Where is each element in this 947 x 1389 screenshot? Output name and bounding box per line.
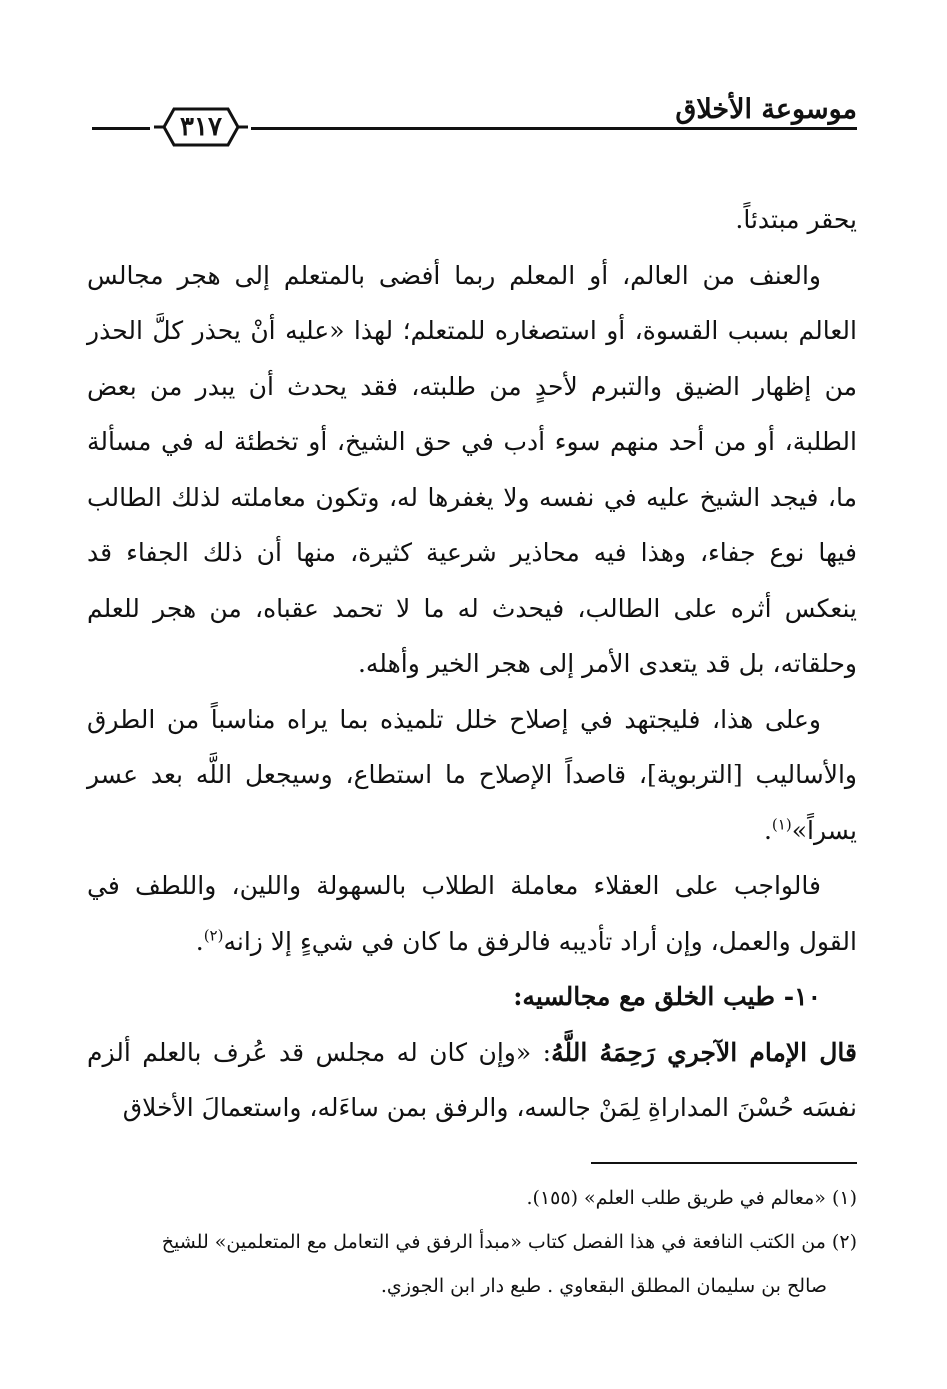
page-number: ٣١٧ [180, 112, 222, 142]
paragraph-5 [87, 1025, 857, 1136]
paragraph-3 [87, 692, 857, 859]
footnote-1: (١) «معالم في طريق طلب العلم» (١٥٥). [526, 1187, 857, 1209]
paragraph-5-lead: قال الإمام الآجري رَحِمَهُ اللَّهُ [551, 1037, 857, 1067]
paragraph-4-text: فالواجب على العقلاء معاملة الطلاب بالسهولة واللين، واللطف في القول والعمل، وإن أراد تأديبه فالرفق ما كان في شيءٍ إلا زانه [87, 871, 857, 956]
paragraph-2: والعنف من العالم، أو المعلم ربما أفضى بالمتعلم إلى هجر مجالس العالم بسبب القسوة، أو استصغاره للمتعلم؛ لهذا «عليه أنْ يحذر كلَّ الحذر من إظهار الضيق والتبرم لأحدٍ من طلبته، فقد يحدث أن يبدر من بعض الطلبة، أو من أحد منهم سوء أدب في حق الشيخ، أو تخطئة له في مسألة ما، فيجد الشيخ عليه في نفسه ولا يغفرها له، وتكون معاملته لذلك الطالب فيها نوع جفاء، وهذا فيه محاذير شرعية كثيرة، منها أن ذلك الجفاء قد ينعكس أثره على الطالب، فيحدث له ما لا تحمد عقباه، من هجر للعلم وحلقاته، بل قد يتعدى الأمر إلى هجر الخير وأهله. [87, 260, 857, 678]
footnote-2-line-2: صالح بن سليمان المطلق البقعاوي . طبع دار ابن الجوزي. [380, 1275, 827, 1297]
footnote-separator [591, 1162, 857, 1164]
page-number-frame [150, 106, 252, 148]
paragraph-4 [87, 858, 857, 969]
footnote-ref-2: (٢) [203, 926, 224, 945]
header-rule-right [251, 127, 857, 130]
header-rule-left [92, 127, 150, 130]
footnote-2-line-1: (٢) من الكتب النافعة في هذا الفصل كتاب «مبدأ الرفق في التعامل مع المتعلمين» للشيخ [161, 1231, 857, 1253]
footnotes [87, 1176, 857, 1308]
paragraph-1: يحقر مبتدئاً. [735, 205, 857, 234]
section-heading: ١٠- طيب الخلق مع مجالسيه: [513, 982, 821, 1011]
paragraph-3-text: وعلى هذا، فليجتهد في إصلاح خلل تلميذه بما يراه مناسباً من الطرق والأساليب [التربوية]، قاصداً الإصلاح ما استطاع، وسيجعل اللَّه بعد عسر يسراً» [87, 704, 858, 845]
paragraph-4-end: . [195, 926, 204, 956]
body-text [87, 192, 857, 1136]
paragraph-3-end: . [763, 815, 772, 845]
paragraph-5-text: : «وإن كان له مجلس قد عُرف بالعلم ألزم نفسَه حُسْنَ المداراةِ لِمَنْ جالسه، والرفق بمن ساءَله، واستعمالَ الأخلاق [87, 1037, 857, 1122]
footnote-ref-1: (١) [771, 815, 792, 834]
running-title: موسوعة الأخلاق [675, 94, 857, 125]
